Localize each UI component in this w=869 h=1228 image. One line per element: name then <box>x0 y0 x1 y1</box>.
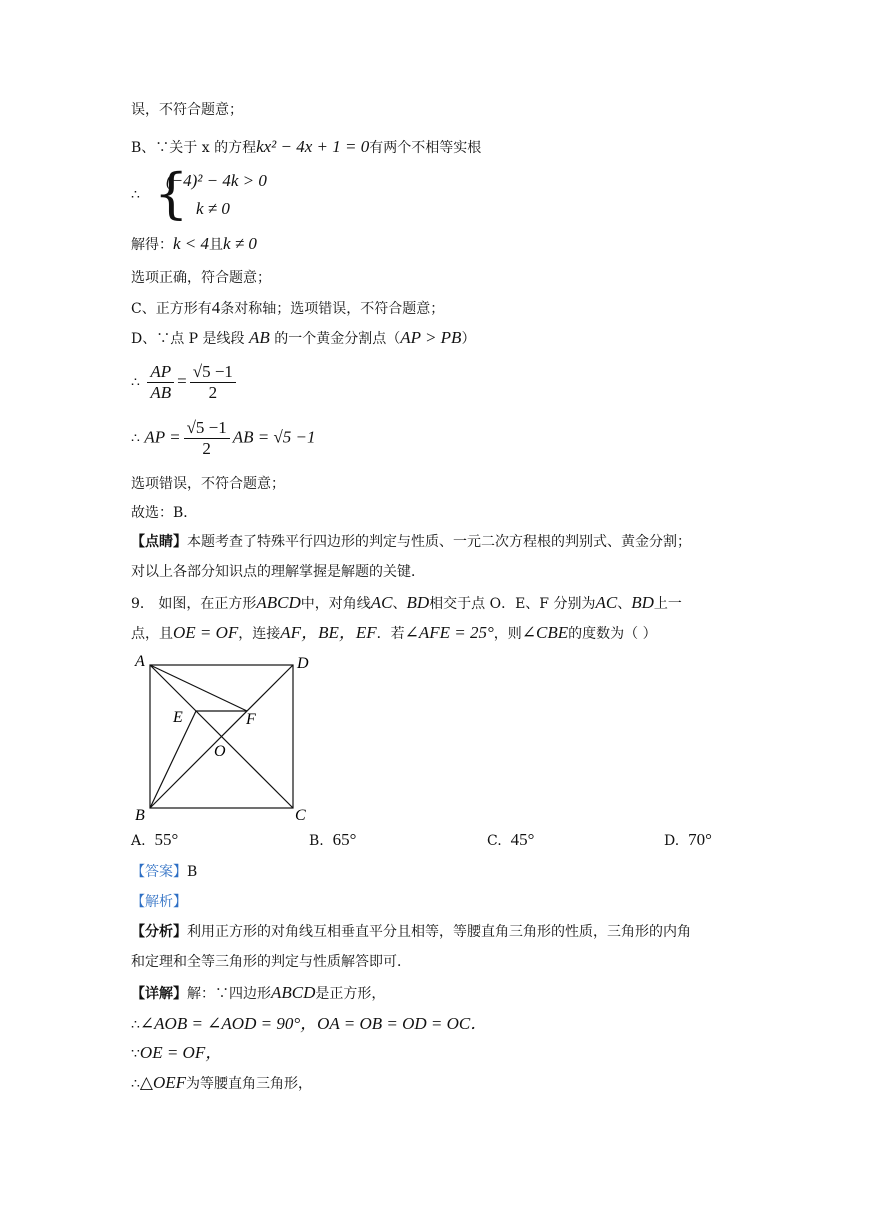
label-f: F <box>246 711 256 728</box>
option-letter: A. <box>131 833 146 849</box>
math: AP = <box>144 427 181 447</box>
math: OE = OF <box>173 623 239 642</box>
text: 为等腰直角三角形， <box>186 1076 313 1092</box>
numerator: √5 −1 <box>190 362 236 383</box>
numerator: √5 −1 <box>184 418 230 439</box>
denominator: AB <box>150 383 172 402</box>
xiangjie-line-3 <box>131 1043 222 1064</box>
text: 误，不符合题意； <box>131 102 243 118</box>
text: 9． 如图，在正方形 <box>131 596 257 612</box>
numerator: AP <box>147 362 174 383</box>
option-d <box>664 830 712 850</box>
text: C、正方形有 <box>131 301 212 317</box>
tag: 【点睛】 <box>131 534 187 550</box>
math: ABCD <box>271 983 316 1002</box>
text: ∵ <box>131 1046 140 1062</box>
text-line <box>131 474 285 494</box>
option-a <box>131 830 178 850</box>
equation: k ≠ 0 <box>223 234 257 253</box>
option-letter: B. <box>309 833 324 849</box>
segment-af <box>150 665 247 711</box>
math: ∠AOB = ∠AOD = 90°，OA = OB = OD = OC． <box>139 1014 488 1033</box>
text: 上一 <box>653 596 682 612</box>
text: ，连接 <box>238 626 281 642</box>
equals: = <box>177 371 187 391</box>
option-value: 55° <box>154 830 179 849</box>
tag: 【分析】 <box>131 924 187 940</box>
text: ∴ <box>131 1017 140 1033</box>
text: D、∵点 P 是线段 <box>131 331 245 347</box>
equation: k < 4 <box>173 234 210 253</box>
text-line <box>131 268 271 288</box>
text: ．若 <box>376 626 405 642</box>
math: BD <box>631 593 654 612</box>
text: 中，对角线 <box>300 596 371 612</box>
math: AC <box>370 593 393 612</box>
brace-icon: { <box>154 162 189 225</box>
square-figure <box>125 650 325 828</box>
math: AP > PB <box>400 328 462 347</box>
math: BD <box>406 593 430 612</box>
label-e: E <box>173 709 183 726</box>
fenxi-line-2 <box>131 952 411 972</box>
label-d: D <box>297 655 309 672</box>
system-eq-2: k ≠ 0 <box>196 199 230 218</box>
number: 4 <box>211 298 221 317</box>
text: ∴ <box>131 430 140 447</box>
text: ∴ <box>131 1076 140 1092</box>
text-line <box>131 137 481 158</box>
text: 利用正方形的对角线互相垂直平分且相等，等腰直角三角形的性质，三角形的内角 <box>187 924 691 940</box>
text: 是正方形， <box>315 986 386 1002</box>
xiangjie-line-1 <box>131 983 385 1004</box>
text: 条对称轴；选项错误，不符合题意； <box>220 301 445 317</box>
math: ABCD <box>256 593 301 612</box>
text: 、 <box>392 596 407 612</box>
math: ∠CBE <box>521 623 569 642</box>
text: ∴ <box>131 374 140 391</box>
text: 的一个黄金分割点（ <box>274 331 401 347</box>
answer-line <box>131 862 197 882</box>
fraction <box>190 362 236 403</box>
analysis-tag: 【解析】 <box>131 894 187 910</box>
option-c <box>487 830 534 850</box>
answer-tag: 【答案】 <box>131 864 187 880</box>
xiangjie-line-4 <box>131 1073 312 1094</box>
label-b: B <box>135 807 145 824</box>
fraction-line-1 <box>131 362 239 403</box>
text: ，则 <box>493 626 522 642</box>
text: 有两个不相等实根 <box>369 140 482 156</box>
text: 选项正确，符合题意； <box>131 270 271 286</box>
text: ∴ <box>131 187 140 203</box>
text: 解：∵四边形 <box>187 986 271 1002</box>
system-eq-1: (−4)² − 4k > 0 <box>166 171 267 190</box>
dianjing-line-1 <box>131 532 691 552</box>
text: ） <box>461 331 476 347</box>
text: 且 <box>209 237 224 253</box>
fraction <box>147 362 174 403</box>
text: 和定理和全等三角形的判定与性质解答即可． <box>131 954 411 970</box>
text-line <box>131 234 257 255</box>
math: AF，BE，EF <box>280 623 377 642</box>
math: AC <box>595 593 618 612</box>
denominator: 2 <box>208 383 218 402</box>
text: 选项错误，不符合题意； <box>131 476 285 492</box>
text: 的度数为（ ） <box>568 626 657 642</box>
text-line <box>131 298 444 319</box>
dianjing-line-2 <box>131 562 425 582</box>
text: 、 <box>617 596 632 612</box>
math: ∠AFE = 25° <box>404 623 494 642</box>
text: 解得： <box>131 237 173 253</box>
option-letter: D. <box>664 833 680 849</box>
fraction-line-2 <box>131 418 316 459</box>
question-line-1 <box>131 593 682 614</box>
text: 本题考查了特殊平行四边形的判定与性质、一元二次方程根的判别式、黄金分割； <box>187 534 691 550</box>
math: OE = OF， <box>139 1043 223 1062</box>
option-value: 45° <box>510 830 535 849</box>
math: AB = √5 −1 <box>232 427 316 447</box>
xiangjie-line-2 <box>131 1014 487 1035</box>
fraction <box>184 418 230 459</box>
option-letter: C. <box>487 833 502 849</box>
text: 对以上各部分知识点的理解掌握是解题的关键． <box>131 564 425 580</box>
option-b <box>309 830 356 850</box>
answer-value: B <box>187 864 198 880</box>
option-value: 65° <box>332 830 357 849</box>
text: B、∵关于 x 的方程 <box>131 140 257 156</box>
question-line-2 <box>131 623 657 644</box>
text-line <box>131 100 243 120</box>
label-o: O <box>214 743 226 760</box>
text-line <box>131 503 197 523</box>
text: 点，且 <box>131 626 173 642</box>
equation: kx² − 4x + 1 = 0 <box>256 137 370 156</box>
math: AB <box>249 328 270 347</box>
label-c: C <box>295 807 306 824</box>
text: 故选：B． <box>131 505 198 521</box>
text-line <box>131 328 475 349</box>
tag: 【详解】 <box>131 986 187 1002</box>
text: 相交于点 O．E、F 分别为 <box>429 596 596 612</box>
math: △OEF <box>139 1073 187 1092</box>
denominator: 2 <box>202 439 211 458</box>
therefore-symbol <box>131 185 140 205</box>
label-a: A <box>135 653 145 670</box>
option-value: 70° <box>688 830 712 849</box>
fenxi-line-1 <box>131 922 691 942</box>
